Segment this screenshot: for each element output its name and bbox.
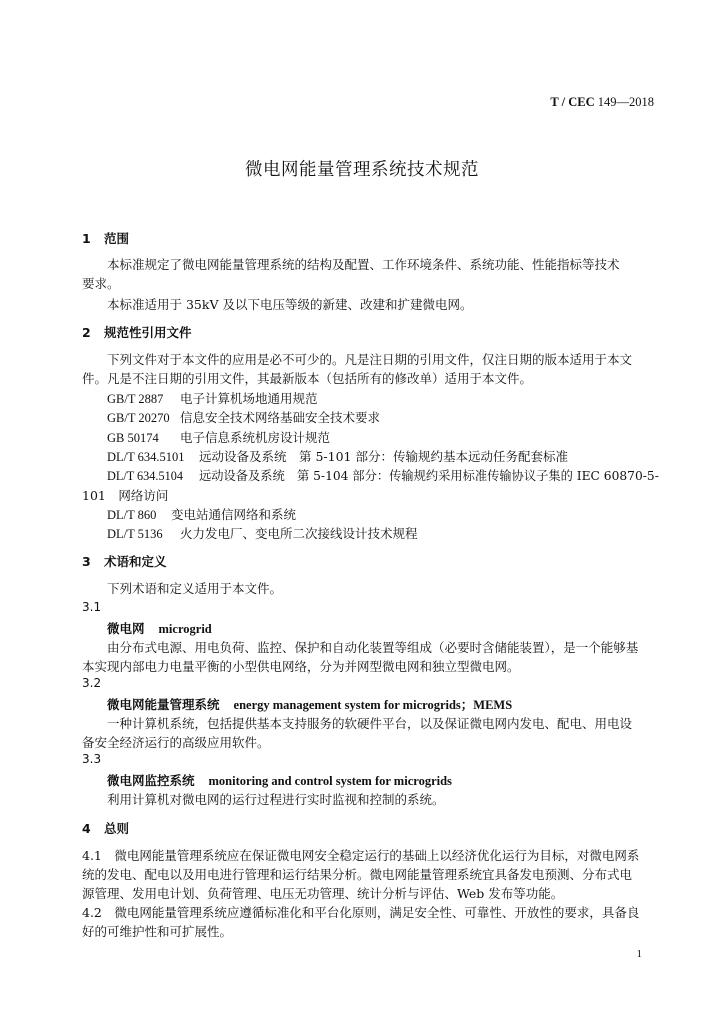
term-definition: 一种计算机系统，包括提供基本支持服务的软硬件平台，以及保证微电网内发电、配电、用电设 <box>107 716 633 731</box>
document-title: 微电网能量管理系统技术规范 <box>245 160 479 180</box>
paragraph: 要求。 <box>82 276 120 291</box>
section-heading: 1 范围 <box>82 231 130 246</box>
reference-item: DL/T 5136 火力发电厂、变电所二次接线设计技术规程 <box>107 526 418 541</box>
reference-item: DL/T 860 变电站通信网络和系统 <box>107 507 297 522</box>
term-number: 3.2 <box>82 676 102 690</box>
term-title: 微电网监控系统 monitoring and control system for microgrids <box>107 773 452 788</box>
term-number: 3.1 <box>82 600 102 614</box>
term-title: 微电网能量管理系统 energy management system for microgrids；MEMS <box>107 697 513 712</box>
clause: 统的发电、配电以及用电进行管理和运行结果分析。微电网能量管理系统宜具备发电预测、分布式电 <box>82 867 633 882</box>
reference-item: GB/T 2887 电子计算机场地通用规范 <box>107 391 318 406</box>
reference-item: DL/T 634.5101 远动设备及系统 第 5-101 部分：传输规约基本远动任务配套标准 <box>107 449 568 464</box>
term-definition: 利用计算机对微电网的运行过程进行实时监视和控制的系统。 <box>107 792 445 807</box>
clause: 好的可维护性和可扩展性。 <box>82 924 233 939</box>
reference-continuation: 101 网络访问 <box>82 488 169 503</box>
paragraph: 下列术语和定义适用于本文件。 <box>107 581 283 596</box>
clause: 4.1 微电网能量管理系统应在保证微电网安全稳定运行的基础上以经济优化运行为目标，对微电网系 <box>82 848 640 863</box>
section-heading: 4 总则 <box>82 821 130 836</box>
section-heading: 3 术语和定义 <box>82 554 167 569</box>
paragraph: 件。凡是不注日期的引用文件，其最新版本（包括所有的修改单）适用于本文件。 <box>82 371 533 386</box>
paragraph: 本标准适用于 35kV 及以下电压等级的新建、改建和扩建微电网。 <box>107 297 473 312</box>
term-number: 3.3 <box>82 752 102 766</box>
reference-item: DL/T 634.5104 远动设备及系统 第 5-104 部分：传输规约采用标准传输协议子集的 IEC 60870-5- <box>107 469 659 483</box>
term-definition: 本实现内部电力电量平衡的小型供电网络，分为并网型微电网和独立型微电网。 <box>82 659 520 674</box>
clause: 源管理、发用电计划、负荷管理、电压无功管理、统计分析与评估、Web 发布等功能。 <box>82 886 564 901</box>
term-definition: 备安全经济运行的高级应用软件。 <box>82 735 270 750</box>
reference-item: GB 50174 电子信息系统机房设计规范 <box>107 430 331 445</box>
section-heading: 2 规范性引用文件 <box>82 325 192 340</box>
page-number: 1 <box>636 948 642 960</box>
standard-code <box>550 95 654 110</box>
clause: 4.2 微电网能量管理系统应遵循标准化和平台化原则，满足安全性、可靠性、开放性的要求，具备良 <box>82 905 640 920</box>
term-definition: 由分布式电源、用电负荷、监控、保护和自动化装置等组成（必要时含储能装置），是一个能够基 <box>107 640 639 655</box>
reference-item: GB/T 20270 信息安全技术网络基础安全技术要求 <box>107 410 381 425</box>
standard-code-number: 149—2018 <box>597 95 654 109</box>
paragraph: 下列文件对于本文件的应用是必不可少的。凡是注日期的引用文件，仅注日期的版本适用于本文 <box>107 352 633 367</box>
term-title: 微电网 microgrid <box>107 621 212 636</box>
standard-code-prefix: T / CEC <box>550 95 595 109</box>
paragraph: 本标准规定了微电网能量管理系统的结构及配置、工作环境条件、系统功能、性能指标等技术 <box>107 257 620 272</box>
